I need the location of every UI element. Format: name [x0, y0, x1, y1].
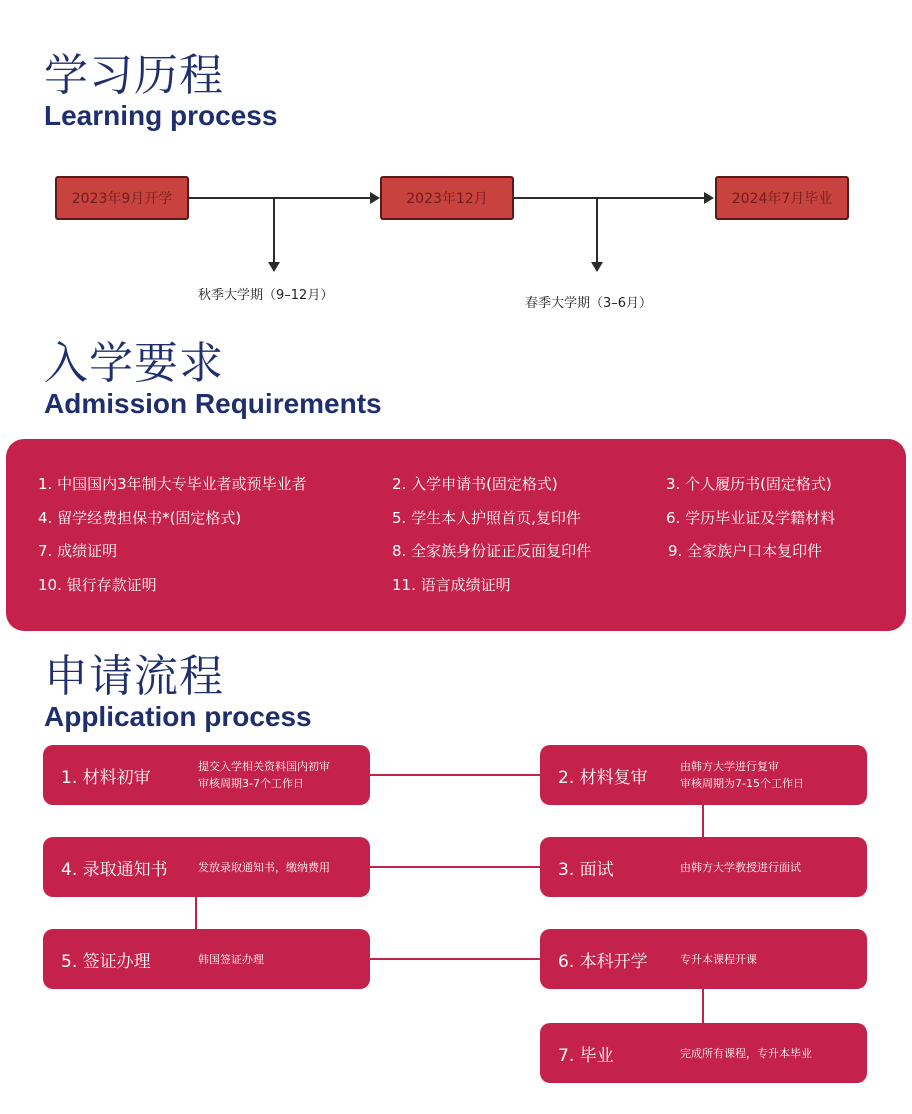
- timeline-connector: [514, 197, 706, 199]
- requirement-item: 3. 个人履历书(固定格式): [666, 475, 832, 493]
- step-desc-line: 专升本课程开课: [680, 952, 757, 966]
- step-desc-line: 审核周期3-7个工作日: [198, 777, 304, 790]
- step-title: 5. 签证办理: [61, 951, 151, 972]
- arrow-down-icon: [268, 262, 280, 272]
- admission-title-en: Admission Requirements: [44, 388, 382, 419]
- arrow-down-icon: [591, 262, 603, 272]
- flow-connector: [195, 897, 197, 930]
- step-title: 7. 毕业: [558, 1045, 614, 1066]
- milestone-mid: 2023年12月: [380, 176, 514, 220]
- timeline-branch: [273, 198, 275, 264]
- step-title: 4. 录取通知书: [61, 859, 168, 880]
- flow-connector: [370, 958, 540, 960]
- arrow-right-icon: [370, 192, 381, 204]
- step-5-box: [43, 929, 370, 989]
- period-fall: 秋季大学期（9–12月）: [198, 288, 334, 303]
- milestone-end: 2024年7月毕业: [715, 176, 849, 220]
- step-2-box: [540, 745, 867, 805]
- step-desc: [198, 837, 330, 897]
- requirement-item: 6. 学历毕业证及学籍材料: [666, 509, 836, 527]
- step-title: 2. 材料复审: [558, 767, 648, 788]
- requirement-item: 2. 入学申请书(固定格式): [392, 475, 558, 493]
- step-desc-line: 发放录取通知书，缴纳费用: [198, 860, 330, 874]
- step-desc: [680, 1023, 812, 1083]
- requirement-item: 8. 全家族身份证正反面复印件: [392, 542, 592, 560]
- flow-connector: [370, 866, 540, 868]
- requirement-item: 1. 中国国内3年制大专毕业者或预毕业者: [38, 475, 307, 493]
- step-desc: [680, 837, 801, 897]
- requirement-item: 9. 全家族户口本复印件: [668, 542, 823, 560]
- learning-title-en: Learning process: [44, 100, 278, 131]
- requirement-item: 10. 银行存款证明: [38, 576, 157, 594]
- period-spring: 春季大学期（3–6月）: [525, 296, 653, 311]
- milestone-start: 2023年9月开学: [55, 176, 189, 220]
- step-7-box: [540, 1023, 867, 1083]
- application-title-cn: 申请流程: [44, 651, 224, 702]
- step-6-box: [540, 929, 867, 989]
- timeline-branch: [596, 198, 598, 264]
- requirement-item: 4. 留学经费担保书*(固定格式): [38, 509, 242, 527]
- flow-connector: [370, 774, 540, 776]
- step-desc-line: 由韩方大学教授进行面试: [680, 860, 801, 874]
- step-desc: [680, 745, 804, 805]
- step-desc-line: 提交入学相关资料国内初审: [198, 760, 330, 773]
- step-desc: [198, 929, 264, 989]
- step-desc-line: 审核周期为7-15个工作日: [680, 777, 804, 790]
- requirements-panel: [6, 439, 906, 631]
- requirement-item: 5. 学生本人护照首页,复印件: [392, 509, 581, 527]
- step-3-box: [540, 837, 867, 897]
- learning-title-cn: 学习历程: [44, 50, 224, 101]
- step-1-box: [43, 745, 370, 805]
- flow-connector: [702, 989, 704, 1023]
- step-4-box: [43, 837, 370, 897]
- requirement-item: 11. 语言成绩证明: [392, 576, 511, 594]
- flow-connector: [702, 804, 704, 837]
- step-title: 1. 材料初审: [61, 767, 151, 788]
- timeline-connector: [189, 197, 371, 199]
- requirement-item: 7. 成绩证明: [38, 542, 118, 560]
- admission-title-cn: 入学要求: [44, 338, 224, 389]
- step-desc: [198, 745, 330, 805]
- step-desc-line: 由韩方大学进行复审: [680, 760, 779, 773]
- application-title-en: Application process: [44, 701, 312, 732]
- step-desc-line: 韩国签证办理: [198, 952, 264, 966]
- step-title: 6. 本科开学: [558, 951, 648, 972]
- step-title: 3. 面试: [558, 859, 614, 880]
- step-desc: [680, 929, 757, 989]
- step-desc-line: 完成所有课程，专升本毕业: [680, 1046, 812, 1060]
- arrow-right-icon: [704, 192, 715, 204]
